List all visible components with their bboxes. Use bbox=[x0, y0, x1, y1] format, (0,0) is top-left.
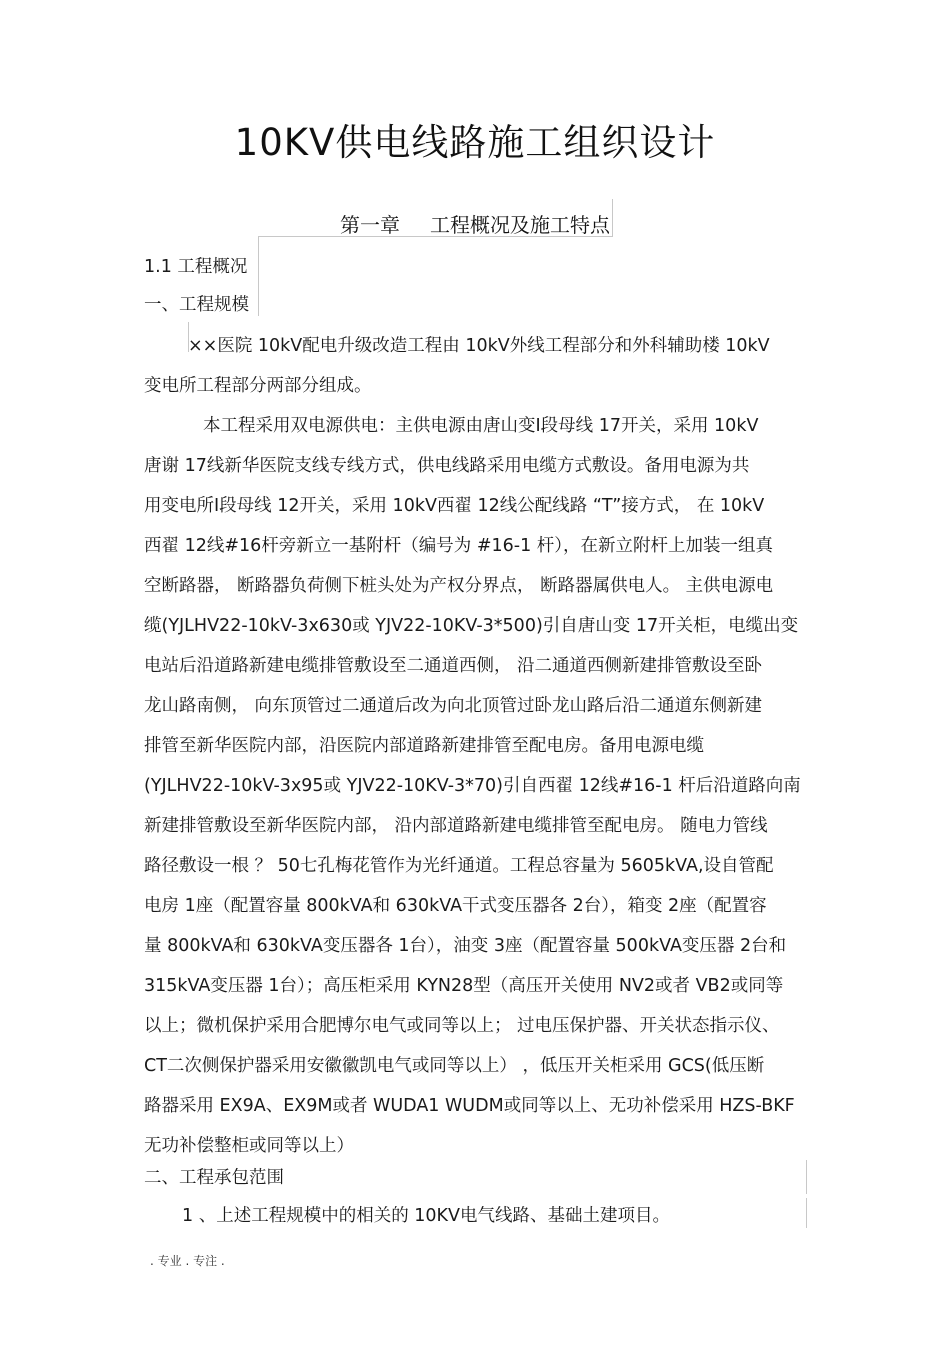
paragraph-line: 电房 1座（配置容量 800kVA和 630kVA干式变压器各 2台），箱变 2座（配置容 bbox=[144, 896, 767, 916]
subsection-heading-scale: 一、工程规模 bbox=[144, 295, 249, 315]
paragraph-line: (YJLHV22-10kV-3x95或 YJV22-10KV-3*70)引自西翟 12线#16-1 杆后沿道路向南 bbox=[144, 776, 801, 796]
paragraph-line: 用变电所Ⅰ段母线 12开关，采用 10kV西翟 12线公配线路 “T”接方式， 在 10kV bbox=[144, 496, 765, 516]
paragraph-line: 缆(YJLHV22-10kV-3x630或 YJV22-10KV-3*500)引自唐山变 17开关柜，电缆出变 bbox=[144, 616, 799, 636]
chapter-frame-edge bbox=[258, 236, 259, 316]
margin-mark bbox=[806, 1198, 807, 1228]
paragraph-line: 路径敷设一根 ？ 50七孔梅花管作为光纤通道。工程总容量为 5605kVA,设自管配 bbox=[144, 856, 774, 876]
chapter-name: 工程概况及施工特点 bbox=[430, 213, 610, 237]
paragraph-line: 龙山路南侧， 向东顶管过二通道后改为向北顶管过卧龙山路后沿二通道东侧新建 bbox=[144, 696, 763, 716]
list-item: 1 、上述工程规模中的相关的 10KV电气线路、基础土建项目。 bbox=[182, 1206, 670, 1226]
paragraph-line: 电站后沿道路新建电缆排管敷设至二通道西侧， 沿二通道西侧新建排管敷设至卧 bbox=[144, 656, 763, 676]
paragraph-line: 量 800kVA和 630kVA变压器各 1台），油变 3座（配置容量 500kVA变压器 2台和 bbox=[144, 936, 787, 956]
paragraph-line: 无功补偿整柜或同等以上） bbox=[144, 1136, 354, 1156]
paragraph-line: 排管至新华医院内部，沿医院内部道路新建排管至配电房。备用电源电缆 bbox=[144, 736, 704, 756]
paragraph-line: CT二次侧保护器采用安徽徽凯电气或同等以上） ，低压开关柜采用 GCS(低压断 bbox=[144, 1056, 765, 1076]
chapter-heading bbox=[0, 209, 950, 238]
subsection-heading-scope: 二、工程承包范围 bbox=[144, 1168, 284, 1188]
page-footer: . 专业 . 专注 . bbox=[150, 1254, 225, 1268]
paragraph-line: 西翟 12线#16杆旁新立一基附杆（编号为 #16-1 杆），在新立附杆上加装一组真 bbox=[144, 536, 774, 556]
paragraph-line: ××医院 10kV配电升级改造工程由 10kV外线工程部分和外科辅助楼 10kV bbox=[188, 336, 770, 356]
chapter-number: 第一章 bbox=[340, 213, 400, 237]
margin-mark bbox=[806, 1160, 807, 1194]
paragraph-line: 唐谢 17线新华医院支线专线方式，供电线路采用电缆方式敷设。备用电源为共 bbox=[144, 456, 750, 476]
paragraph-line: 变电所工程部分两部分组成。 bbox=[144, 376, 372, 396]
section-heading-1-1: 1.1 工程概况 bbox=[144, 257, 248, 277]
paragraph-line: 空断路器， 断路器负荷侧下桩头处为产权分界点， 断路器属供电人。 主供电源电 bbox=[144, 576, 774, 596]
paragraph-line: 路器采用 EX9A、EX9M或者 WUDA1 WUDM或同等以上、无功补偿采用 HZS-BKF bbox=[144, 1096, 795, 1116]
document-title: 10KV供电线路施工组织设计 bbox=[234, 121, 716, 164]
paragraph-line: 315kVA变压器 1台）；高压柜采用 KYN28型（高压开关使用 NV2或者 VB2或同等 bbox=[144, 976, 784, 996]
paragraph-line: 本工程采用双电源供电：主供电源由唐山变Ⅰ段母线 17开关，采用 10kV bbox=[203, 416, 759, 436]
paragraph-line: 新建排管敷设至新华医院内部， 沿内部道路新建电缆排管至配电房。 随电力管线 bbox=[144, 816, 768, 836]
paragraph-line: 以上；微机保护采用合肥博尔电气或同等以上； 过电压保护器、开关状态指示仪、 bbox=[144, 1016, 780, 1036]
